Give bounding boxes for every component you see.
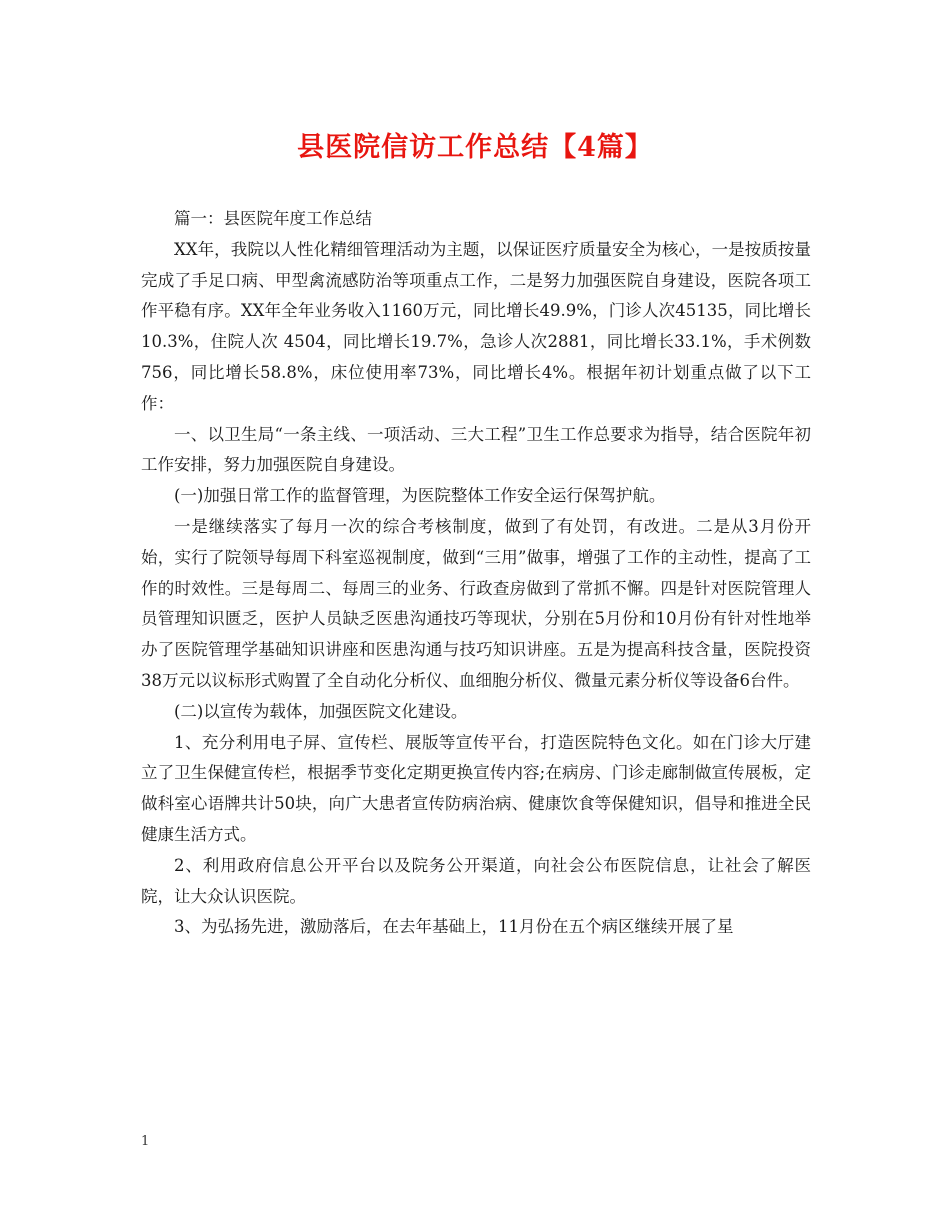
- subsection-heading: (二)以宣传为载体，加强医院文化建设。: [174, 701, 468, 721]
- body-paragraph: 1、充分利用电子屏、宣传栏、展版等宣传平台，打造医院特色文化。如在门诊大厅建立了卫生保健宣传栏，根据季节变化定期更换宣传内容;在病房、门诊走廊制做宣传展板，定做科室心语牌共计50块，向广大患者宣传防病治病、健康饮食等保健知识，倡导和推进全民健康生活方式。: [141, 732, 811, 844]
- document-body: [141, 204, 811, 943]
- section-heading: 篇一：县医院年度工作总结: [174, 209, 372, 228]
- body-paragraph: 2、利用政府信息公开平台以及院务公开渠道，向社会公布医院信息，让社会了解医院，让大众认识医院。: [141, 855, 811, 906]
- body-paragraph: 一、以卫生局“一条主线、一项活动、三大工程”卫生工作总要求为指导，结合医院年初工作安排，努力加强医院自身建设。: [141, 424, 811, 475]
- body-paragraph: XX年，我院以人性化精细管理活动为主题，以保证医疗质量安全为核心，一是按质按量完成了手足口病、甲型禽流感防治等项重点工作，二是努力加强医院自身建设，医院各项工作平稳有序。XX年全年业务收入1160万元，同比增长49.9%，门诊人次45135，同比增长10.3%，住院人次 4504，同比增长19.7%，急诊人次2881，同比增长33.1%，手术例数756，同比增长58.8%，床位使用率73%，同比增长4%。根据年初计划重点做了以下工作：: [141, 239, 811, 413]
- body-paragraph: 3、为弘扬先进，激励落后，在去年基础上，11月份在五个病区继续开展了星: [174, 917, 734, 937]
- body-paragraph: 一是继续落实了每月一次的综合考核制度，做到了有处罚，有改进。二是从3月份开始，实行了院领导每周下科室巡视制度，做到“三用”做事，增强了工作的主动性，提高了工作的时效性。三是每周二、每周三的业务、行政查房做到了常抓不懈。四是针对医院管理人员管理知识匮乏，医护人员缺乏医患沟通技巧等现状，分别在5月份和10月份有针对性地举办了医院管理学基础知识讲座和医患沟通与技巧知识讲座。五是为提高科技含量，医院投资38万元以议标形式购置了全自动化分析仪、血细胞分析仪、微量元素分析仪等设备6台件。: [141, 516, 811, 690]
- document-title: 县医院信访工作总结【4篇】: [297, 132, 653, 163]
- subsection-heading: (一)加强日常工作的监督管理，为医院整体工作安全运行保驾护航。: [174, 486, 666, 506]
- page-number: 1: [141, 1134, 150, 1149]
